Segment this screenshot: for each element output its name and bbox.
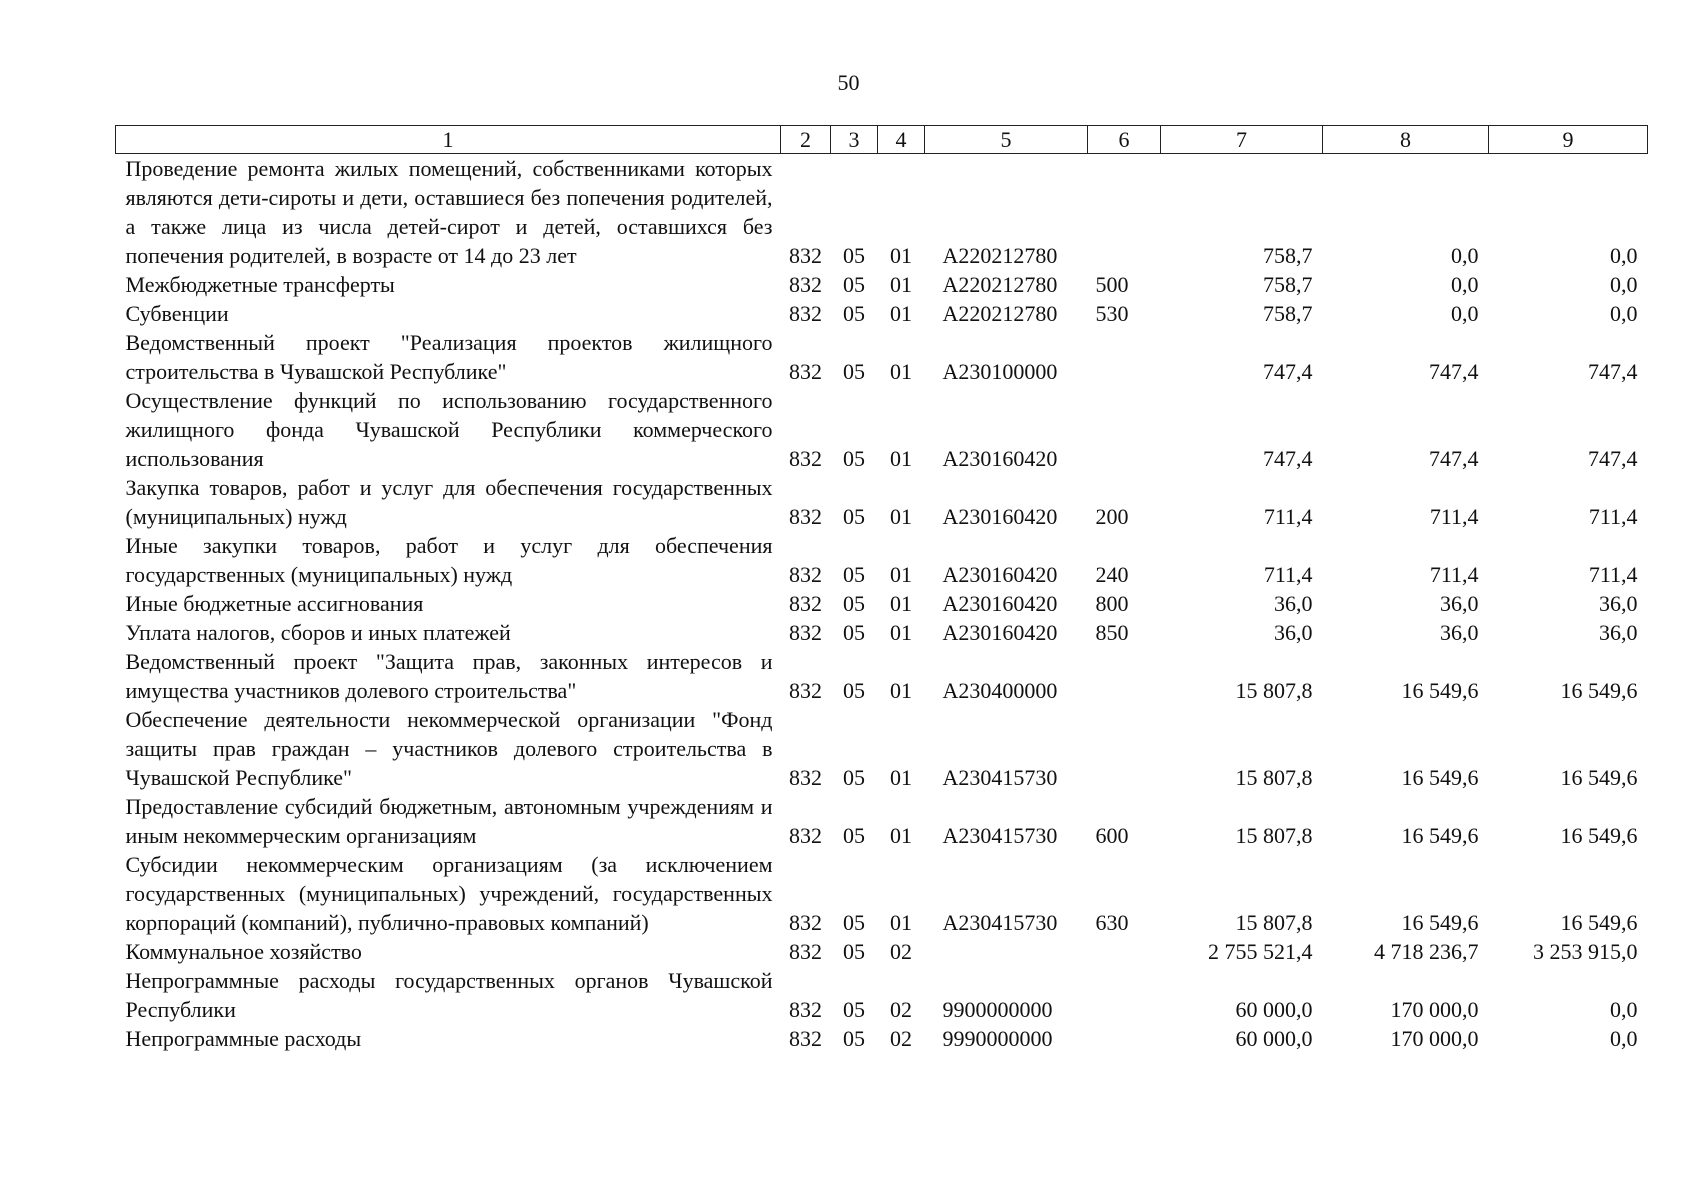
subsection-code: 01 <box>890 562 912 587</box>
table-row <box>116 270 1648 299</box>
expense-name: Межбюджетные трансферты <box>125 272 395 297</box>
amount-year-3: 711,4 <box>1588 504 1638 529</box>
amount-year-3: 16 549,6 <box>1560 910 1638 935</box>
amount-year-2: 16 549,6 <box>1401 765 1479 790</box>
expense-name: Иные бюджетные ассигнования <box>125 591 424 616</box>
section-code: 05 <box>843 562 865 587</box>
amount-year-1: 60 000,0 <box>1235 997 1313 1022</box>
ministry-code: 832 <box>789 359 822 384</box>
budget-table <box>115 125 1648 1053</box>
table-row <box>116 589 1648 618</box>
expense-type-code <box>1088 647 1161 705</box>
table-row <box>116 937 1648 966</box>
subsection-code: 01 <box>890 678 912 703</box>
column-header: 9 <box>1489 126 1648 154</box>
expense-type-code <box>1088 386 1161 473</box>
column-header: 7 <box>1161 126 1323 154</box>
page-number: 50 <box>837 70 860 95</box>
expense-type-code <box>1088 705 1161 792</box>
expense-type-code: 530 <box>1095 301 1129 326</box>
amount-year-2: 747,4 <box>1429 359 1479 384</box>
amount-year-3: 0,0 <box>1610 1026 1638 1051</box>
amount-year-3: 747,4 <box>1588 359 1638 384</box>
table-row <box>116 531 1648 589</box>
amount-year-2: 0,0 <box>1451 272 1479 297</box>
expense-name: Непрограммные расходы <box>125 1026 362 1051</box>
amount-year-3: 0,0 <box>1610 301 1638 326</box>
ministry-code: 832 <box>789 591 822 616</box>
section-code: 05 <box>843 678 865 703</box>
ministry-code: 832 <box>789 562 822 587</box>
subsection-code: 01 <box>890 591 912 616</box>
ministry-code: 832 <box>789 1026 822 1051</box>
expense-name: Предоставление субсидий бюджетным, автономным учреждениям и иным некоммерческим организациям <box>125 794 773 848</box>
expense-name: Проведение ремонта жилых помещений, собственниками которых являются дети-сироты и дети, оставшиеся без попечения родителей, а также лица из числа детей-сирот и детей, оставшихся без попечения родителей, в возрасте от 14 до 23 лет <box>125 156 773 268</box>
column-header: 5 <box>925 126 1088 154</box>
table-row <box>116 154 1648 271</box>
section-code: 05 <box>843 591 865 616</box>
expense-type-code <box>1088 937 1161 966</box>
section-code: 05 <box>843 359 865 384</box>
ministry-code: 832 <box>789 939 822 964</box>
amount-year-2: 747,4 <box>1429 446 1479 471</box>
amount-year-2: 16 549,6 <box>1401 823 1479 848</box>
expense-type-code: 630 <box>1095 910 1129 935</box>
amount-year-2: 170 000,0 <box>1390 1026 1479 1051</box>
table-row <box>116 1024 1648 1053</box>
column-header: 3 <box>831 126 878 154</box>
subsection-code: 02 <box>890 939 912 964</box>
section-code: 05 <box>843 620 865 645</box>
target-article-code: А220212780 <box>942 272 1058 297</box>
table-row <box>116 618 1648 647</box>
amount-year-3: 16 549,6 <box>1560 823 1638 848</box>
target-article-code: 9990000000 <box>942 1026 1053 1051</box>
expense-name: Непрограммные расходы государственных органов Чувашской Республики <box>125 968 773 1022</box>
amount-year-1: 60 000,0 <box>1235 1026 1313 1051</box>
ministry-code: 832 <box>789 446 822 471</box>
subsection-code: 02 <box>890 1026 912 1051</box>
amount-year-1: 711,4 <box>1263 504 1313 529</box>
amount-year-3: 747,4 <box>1588 446 1638 471</box>
ministry-code: 832 <box>789 504 822 529</box>
ministry-code: 832 <box>789 620 822 645</box>
table-row <box>116 966 1648 1024</box>
table-row <box>116 705 1648 792</box>
subsection-code: 01 <box>890 765 912 790</box>
amount-year-1: 15 807,8 <box>1235 678 1313 703</box>
target-article-code: А230160420 <box>942 504 1058 529</box>
column-header: 8 <box>1323 126 1489 154</box>
amount-year-3: 0,0 <box>1610 243 1638 268</box>
amount-year-1: 2 755 521,4 <box>1208 939 1313 964</box>
target-article-code: А230160420 <box>942 620 1058 645</box>
amount-year-2: 36,0 <box>1440 591 1479 616</box>
target-article-code: А230415730 <box>942 823 1058 848</box>
amount-year-1: 758,7 <box>1263 301 1313 326</box>
table-row <box>116 473 1648 531</box>
amount-year-2: 170 000,0 <box>1390 997 1479 1022</box>
section-code: 05 <box>843 997 865 1022</box>
ministry-code: 832 <box>789 301 822 326</box>
expense-type-code: 240 <box>1095 562 1129 587</box>
subsection-code: 01 <box>890 504 912 529</box>
amount-year-2: 711,4 <box>1429 562 1479 587</box>
subsection-code: 02 <box>890 997 912 1022</box>
column-header: 4 <box>878 126 925 154</box>
subsection-code: 01 <box>890 272 912 297</box>
section-code: 05 <box>843 301 865 326</box>
amount-year-2: 36,0 <box>1440 620 1479 645</box>
subsection-code: 01 <box>890 620 912 645</box>
section-code: 05 <box>843 272 865 297</box>
amount-year-2: 4 718 236,7 <box>1374 939 1479 964</box>
target-article-code: 9900000000 <box>942 997 1053 1022</box>
amount-year-3: 36,0 <box>1599 620 1638 645</box>
ministry-code: 832 <box>789 678 822 703</box>
amount-year-2: 16 549,6 <box>1401 910 1479 935</box>
expense-type-code <box>1088 966 1161 1024</box>
ministry-code: 832 <box>789 823 822 848</box>
section-code: 05 <box>843 823 865 848</box>
target-article-code: А220212780 <box>942 243 1058 268</box>
column-header: 2 <box>781 126 831 154</box>
subsection-code: 01 <box>890 910 912 935</box>
column-header: 1 <box>116 126 781 154</box>
section-code: 05 <box>843 1026 865 1051</box>
expense-name: Иные закупки товаров, работ и услуг для обеспечения государственных (муниципальных) нужд <box>125 533 773 587</box>
amount-year-2: 0,0 <box>1451 243 1479 268</box>
amount-year-3: 36,0 <box>1599 591 1638 616</box>
target-article-code: А230160420 <box>942 446 1058 471</box>
amount-year-1: 36,0 <box>1274 591 1313 616</box>
table-row <box>116 647 1648 705</box>
target-article-code: А220212780 <box>942 301 1058 326</box>
table-body <box>116 154 1648 1054</box>
table-row <box>116 792 1648 850</box>
expense-type-code: 600 <box>1095 823 1129 848</box>
ministry-code: 832 <box>789 243 822 268</box>
amount-year-1: 15 807,8 <box>1235 910 1313 935</box>
expense-name: Уплата налогов, сборов и иных платежей <box>125 620 511 645</box>
target-article-code: А230160420 <box>942 562 1058 587</box>
amount-year-3: 16 549,6 <box>1560 678 1638 703</box>
table-row <box>116 299 1648 328</box>
table-row <box>116 850 1648 937</box>
expense-name: Осуществление функций по использованию государственного жилищного фонда Чувашской Республики коммерческого использования <box>125 388 773 471</box>
amount-year-3: 3 253 915,0 <box>1533 939 1638 964</box>
column-header: 6 <box>1088 126 1161 154</box>
amount-year-3: 0,0 <box>1610 997 1638 1022</box>
subsection-code: 01 <box>890 823 912 848</box>
section-code: 05 <box>843 446 865 471</box>
ministry-code: 832 <box>789 910 822 935</box>
target-article-code: А230400000 <box>942 678 1058 703</box>
section-code: 05 <box>843 939 865 964</box>
expense-name: Ведомственный проект "Защита прав, законных интересов и имущества участников долевого строительства" <box>125 649 773 703</box>
amount-year-2: 711,4 <box>1429 504 1479 529</box>
amount-year-1: 15 807,8 <box>1235 765 1313 790</box>
expense-type-code <box>1088 1024 1161 1053</box>
expense-type-code: 850 <box>1095 620 1129 645</box>
target-article-code: А230415730 <box>942 765 1058 790</box>
expense-type-code <box>1088 154 1161 271</box>
expense-type-code: 500 <box>1095 272 1129 297</box>
amount-year-1: 758,7 <box>1263 243 1313 268</box>
amount-year-1: 36,0 <box>1274 620 1313 645</box>
expense-name: Обеспечение деятельности некоммерческой организации "Фонд защиты прав граждан – участников долевого строительства в Чувашской Республике" <box>125 707 773 790</box>
expense-name: Субсидии некоммерческим организациям (за исключением государственных (муниципальных) учреждений, государственных корпораций (компаний), публично-правовых компаний) <box>125 852 773 935</box>
amount-year-3: 0,0 <box>1610 272 1638 297</box>
expense-type-code <box>1088 328 1161 386</box>
expense-name: Закупка товаров, работ и услуг для обеспечения государственных (муниципальных) нужд <box>125 475 773 529</box>
table-row <box>116 386 1648 473</box>
target-article-code <box>925 937 1088 966</box>
subsection-code: 01 <box>890 243 912 268</box>
amount-year-1: 15 807,8 <box>1235 823 1313 848</box>
expense-name: Коммунальное хозяйство <box>125 939 362 964</box>
target-article-code: А230415730 <box>942 910 1058 935</box>
amount-year-1: 758,7 <box>1263 272 1313 297</box>
subsection-code: 01 <box>890 359 912 384</box>
amount-year-1: 747,4 <box>1263 446 1313 471</box>
target-article-code: А230100000 <box>942 359 1058 384</box>
section-code: 05 <box>843 504 865 529</box>
amount-year-1: 747,4 <box>1263 359 1313 384</box>
ministry-code: 832 <box>789 272 822 297</box>
target-article-code: А230160420 <box>942 591 1058 616</box>
amount-year-3: 16 549,6 <box>1560 765 1638 790</box>
amount-year-2: 0,0 <box>1451 301 1479 326</box>
amount-year-2: 16 549,6 <box>1401 678 1479 703</box>
expense-type-code: 200 <box>1095 504 1129 529</box>
expense-type-code: 800 <box>1095 591 1129 616</box>
ministry-code: 832 <box>789 997 822 1022</box>
subsection-code: 01 <box>890 446 912 471</box>
section-code: 05 <box>843 910 865 935</box>
section-code: 05 <box>843 243 865 268</box>
ministry-code: 832 <box>789 765 822 790</box>
section-code: 05 <box>843 765 865 790</box>
amount-year-1: 711,4 <box>1263 562 1313 587</box>
expense-name: Ведомственный проект "Реализация проектов жилищного строительства в Чувашской Республике" <box>125 330 773 384</box>
table-row <box>116 328 1648 386</box>
expense-name: Субвенции <box>125 301 229 326</box>
amount-year-3: 711,4 <box>1588 562 1638 587</box>
subsection-code: 01 <box>890 301 912 326</box>
header-row <box>116 126 1648 154</box>
